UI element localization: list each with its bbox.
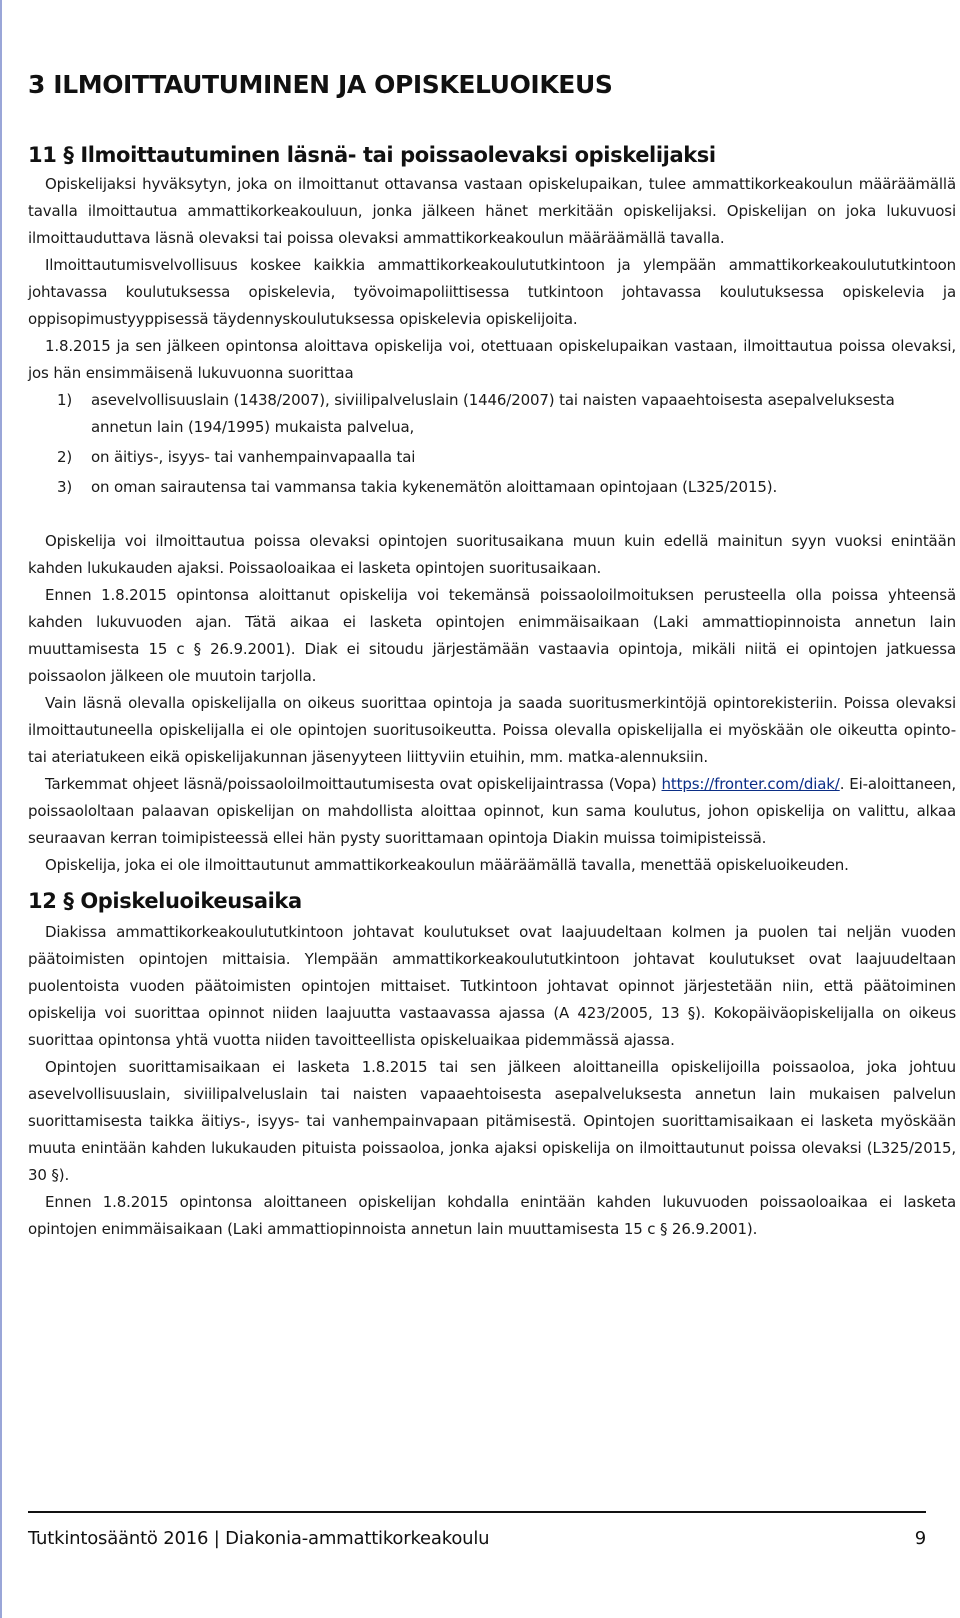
list-item [57,444,956,471]
document-page [28,70,956,1243]
par11-text-5: Ennen 1.8.2015 opintonsa aloittanut opiskelija voi tekemänsä poissaoloilmoituksen perusteella olla poissa yhteensä kahden lukuvuoden ajan. Tätä aikaa ei lasketa opintojen enimmäisaikaan (Laki ammattiopinnoista annetun lain muuttamisesta 15 c § 26.9.2001). Diak ei sitoudu järjestämään vastaavia opintoja, mikäli niitä ei opintojen jatkuessa poissaolon jälkeen ole muutoin tarjolla. [28,586,956,685]
list-item-text: on oman sairautensa tai vammansa takia kykenemätön aloittamaan opintojaan (L325/2015). [91,478,778,496]
list-item-number: 3) [57,478,73,496]
footer-title: Tutkintosääntö 2016 | Diakonia-ammattikorkeakoulu [28,1528,490,1549]
par11-text-3: 1.8.2015 ja sen jälkeen opintonsa aloittava opiskelija voi, otettuaan opiskelupaikan vastaan, ilmoittautua poissa olevaksi, jos hän ensimmäisenä lukuvuonna suorittaa [28,337,956,382]
par12-text-3: Ennen 1.8.2015 opintonsa aloittaneen opiskelijan kohdalla enintään kahden lukuvuoden poissaoloaikaa ei lasketa opintojen enimmäisaikaan (Laki ammattiopinnoista annetun lain muuttamisesta 15 c § 26.9.2001). [28,1193,956,1238]
list-item [57,387,956,441]
par11-text-7-start: Tarkemmat ohjeet läsnä/poissaoloilmoittautumisesta ovat opiskelijaintrassa (Vopa) [45,775,662,793]
par11-text-7-end: . Ei-aloittaneen, poissaololtaan palaavan opiskelijan on mahdollista aloittaa opinnot, kun sama koulutus, johon opiskelija on valittu, alkaa seuraavan kerran toimipisteessä ellei hän pysty suorittamaan opintoja Diakin muissa toimipisteissä. [28,775,956,847]
opiskelijaintra-link[interactable]: https://fronter.com/diak/ [661,775,840,793]
page-number: 9 [914,1528,926,1549]
page-footer [28,1528,926,1549]
conditions-list [57,387,956,501]
par12-text-2: Opintojen suorittamisaikaan ei lasketa 1.8.2015 tai sen jälkeen aloittaneilla opiskelijoilla poissaoloa, joka johtuu asevelvollisuuslain, siviilipalveluslain tai naisten vapaaehtoisesta asepalveluksesta annetun lain mukaisen palvelun suorittamisesta taikka äitiys-, isyys- tai vanhempainvapaan pitämisestä. Opintojen suorittamisaikaan ei lasketa myöskään muuta enintään kahden lukukauden pituista poissaoloa, jonka ajaksi opiskelija on ilmoittautunut poissa olevaksi (L325/2015, 30 §). [28,1058,956,1184]
par11-text-7 [28,771,956,852]
list-item-text: on äitiys-, isyys- tai vanhempainvapaalla tai [91,448,416,466]
par11-text-8: Opiskelija, joka ei ole ilmoittautunut ammattikorkeakoulun määräämällä tavalla, menettää opiskeluoikeuden. [45,856,849,874]
list-item-text: asevelvollisuuslain (1438/2007), siviilipalveluslain (1446/2007) tai naisten vapaaehtoisesta asepalveluksesta annetun lain (194/1995) mukaista palvelua, [91,391,895,436]
par12-text-1: Diakissa ammattikorkeakoulututkintoon johtavat koulutukset ovat laajuudeltaan kolmen ja puolen tai neljän vuoden päätoimisten opintojen mittaisia. Ylempään ammattikorkeakoulututkintoon johtavat koulutukset ovat laajuudeltaan puolentoista vuoden päätoimisten opintojen mittaiset. Tutkintoon johtavat opinnot järjestetään niin, että päätoiminen opiskelija voi suorittaa opinnot niiden laajuutta vastaavassa ajassa (A 423/2005, 13 §). Kokopäiväopiskelijalla on oikeus suorittaa opintonsa yhtä vuotta niiden tavoitteellista opiskeluaikaa pidemmässä ajassa. [28,923,956,1049]
paragraph-12-heading: 12 § Opiskeluoikeusaika [28,889,302,913]
par11-text-1: Opiskelijaksi hyväksytyn, joka on ilmoittanut ottavansa vastaan opiskelupaikan, tulee ammattikorkeakoulun määräämällä tavalla ilmoittautua ammattikorkeakouluun, jonka jälkeen hänet merkitään opiskelijaksi. Opiskelijan on joka lukuvuosi ilmoittauduttava läsnä olevaksi tai poissa olevaksi ammattikorkeakoulun määräämällä tavalla. [28,175,956,247]
list-item-number: 1) [57,391,73,409]
section-heading: 3 ILMOITTAUTUMINEN JA OPISKELUOIKEUS [28,70,613,99]
par11-text-6: Vain läsnä olevalla opiskelijalla on oikeus suorittaa opintoja ja saada suoritusmerkintöjä opintorekisteriin. Poissa olevaksi ilmoittautuneella opiskelijalla ei ole opintojen suoritusoikeutta. Poissa olevalla opiskelijalla ei myöskään ole oikeutta opinto- tai ateriatukeen eikä opiskelijakunnan jäsenyyteen liittyviin etuihin, mm. matka-alennuksiin. [28,694,956,766]
footer-divider [28,1511,926,1513]
page-edge-rule [0,0,2,1618]
par11-text-2: Ilmoittautumisvelvollisuus koskee kaikkia ammattikorkeakoulututkintoon ja ylempään ammattikorkeakoulututkintoon johtavassa koulutuksessa opiskelevia, työvoimapoliittisessa tutkintoon johtavassa koulutuksessa opiskelevia ja oppisopimustyyppisessä täydennyskoulutuksessa opiskelevia opiskelijoita. [28,256,956,328]
paragraph-11-heading: 11 § Ilmoittautuminen läsnä- tai poissaolevaksi opiskelijaksi [28,143,716,167]
list-item-number: 2) [57,448,73,466]
par11-text-4: Opiskelija voi ilmoittautua poissa olevaksi opintojen suoritusaikana muun kuin edellä mainitun syyn vuoksi enintään kahden lukukauden ajaksi. Poissaoloaikaa ei lasketa opintojen suoritusaikaan. [28,532,956,577]
list-item [57,474,956,501]
